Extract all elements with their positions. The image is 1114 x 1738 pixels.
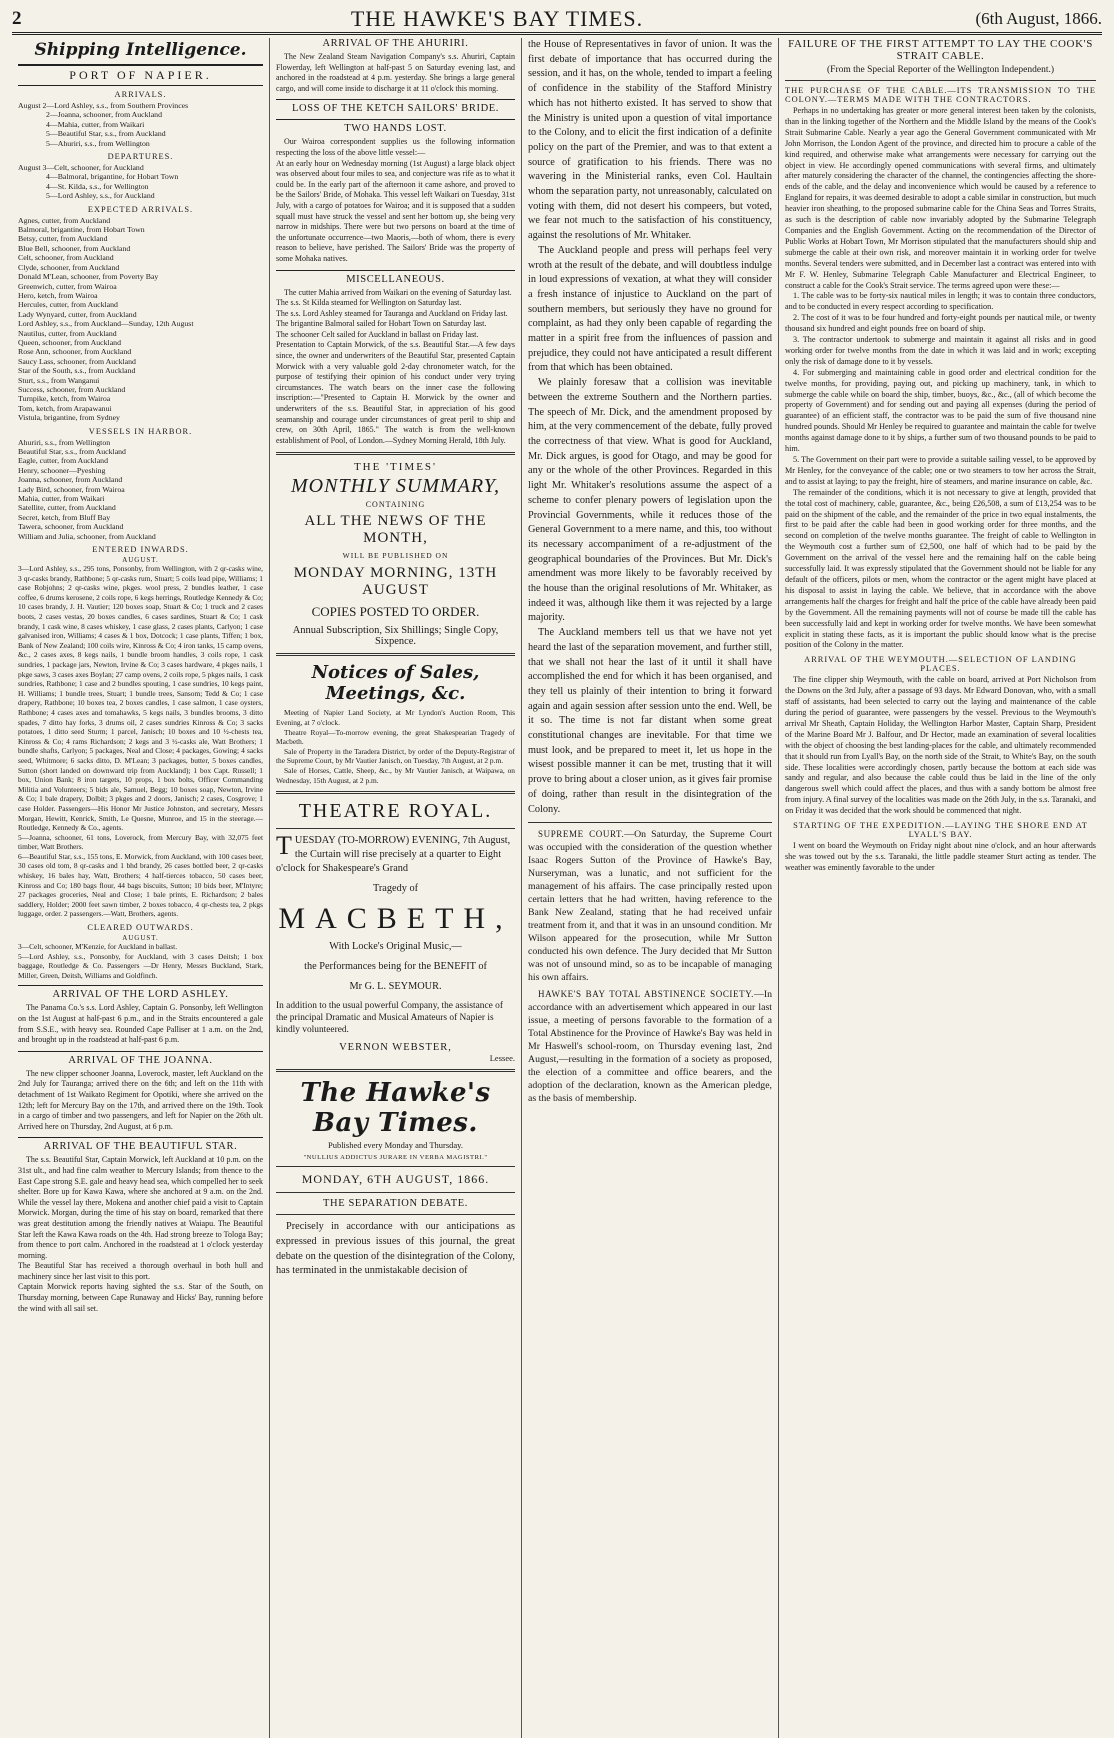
list-item: Saucy Lass, schooner, from Auckland [18,356,136,366]
list-item: August 3—Celt, schooner, for Auckland [18,163,144,173]
list-item: Blue Bell, schooner, from Auckland [18,243,131,253]
divider [785,80,1096,81]
cable-remainder: The remainder of the conditions, which it is not necessary to give at length, provided that the total cost of machinery, cable, guarantee, &c., being £26,508, a sum of £13,254 was to be paid on the shipment of the cable, and the remainder of the price in two equal instalments, the first to be paid after the cable had been in good working order for three months, and the second on completion of the twelve months guarantee. The freight of cable to Wellington in the Weymouth cost a further sum of £2,500, one half of which had to be paid by the Government on the arrival of the vessel here and the remaining half on the cable being successfully laid. It was expressly stipulated that the Government should not be liable for any default of the officers, pilots or men, whom the contractor or the agent might have placed at his disposal to assist in laying the cable. We believe, that in accordance with the above arrangements half the charges for freight and half the price of the cable have already been paid by the Government. All the remaining payments will not of course be made till the cable has been successfully laid and kept in working order for twelve months. We have been somewhat explicit in stating these facts, as it is important the public should know what is the precise position of the Colony in the matter. [785,487,1096,650]
columns [12,38,1102,1738]
published-line: Published every Monday and Thursday. [327,1140,464,1151]
list-item: 4—Balmoral, brigantine, for Hobart Town [46,172,179,182]
list-item: Hero, ketch, from Wairoa [18,290,98,300]
notices-list [276,708,515,785]
list-item: Eagle, cutter, from Auckland [18,456,108,466]
column-2 [270,38,522,1738]
motto: "NULLIUS ADDICTUS JURARE IN VERBA MAGISTRI." [303,1154,488,1162]
divider [276,452,515,455]
entered-heading: ENTERED INWARDS. [92,545,189,555]
list-item: Secret, ketch, from Bluff Bay [18,512,111,522]
list-item: Lord Ashley, s.s., from Auckland—Sunday, 12th August [18,319,194,329]
list-item: Lady Bird, schooner, from Wairoa [18,484,125,494]
list-item: Success, schooner, from Auckland [18,384,126,394]
list-item: 2—Joanna, schooner, from Auckland [46,110,162,120]
list-item: Sale of Property in the Taradera District, by order of the Deputy-Registrar of the Supreme Court, by Mr Vautier Janisch, on Tuesday, 7th August, at 2 p.m. [276,746,515,766]
theatre-text: the Performances being for the BENEFIT of [304,961,487,973]
editorial [528,38,772,817]
newspaper-title: THE HAWKE'S BAY TIMES. [350,6,644,31]
two-hands-text: Our Wairoa correspondent supplies us the following information respecting the loss of the above little vessel:— At an early hour on Wednesday morning (1st August) a large black object was observed about four miles to sea, and conjecture was rife as to what it could be. In the early part of the afternoon it came ashore, and proved to be the Sailors' Bride, of Mohaka. This vessel left Waikari on Tuesday, 31st July, with a cargo of potatoes for Wairoa; and it is supposed that a sudden squall must have struck the vessel and sent her bottom up, she being very narrow in midships. There were but two persons on board at the time of the unfortunate occurrence—two Maoris,—both of whom, there is every reason to believe, have perished. The Sailors' Bride was the property of some Mohaka natives. [276,137,515,263]
beautiful-star-heading: ARRIVAL OF THE BEAUTIFUL STAR. [18,1137,263,1152]
editorial-paragraph: The Auckland members tell us that we have not yet heard the last of the separation movement, and further still, that we shall not hear the last of it until it shall have accomplished the end for which it has been organised, and they tell us plainly of their intention to bring it forward again and again session after session unto the end. Well, be it so. The time is not far distant when some great constitutional changes are inevitable. For that time we must look, and be prepared to meet it, let us hope in the wisest possible manner it can be met, trusting that it will prove to bring about a closer union, as it gives fair promise of doing, rather than result in the disintegration of the Colony. [528,627,772,815]
list-item: Hercules, cutter, from Auckland [18,300,118,310]
list-item: Sturt, s.s., from Wanganui [18,375,100,385]
cable-term: 4. For submerging and maintaining cable in good order and electrical condition for the twelve months, for providing, paying out, and picking up machinery, tank, in which to submerge the cable while on board the ship, timber, buoys, &c., &c., (all of which become the property of Government) and for sending out and paying all expenses (during the period of guarantee) of an efficient staff, the contractor was to be paid the sum of five thousand nine hundred pounds. Should Mr Henley be required to guarantee and maintain the cable for twelve months against damage done to it by ships, a further sum of two thousand pounds to be paid to him. [785,367,1096,454]
joanna-heading: ARRIVAL OF THE JOANNA. [18,1051,263,1066]
theatre-signature [276,1042,515,1063]
column-4 [779,38,1102,1738]
lord-ashley-text: The Panama Co.'s s.s. Lord Ashley, Captain G. Ponsonby, left Wellington on the 1st August at half-past 6 p.m., and in the Straits encountered a gale from S.S.E., with heavy sea. Rounded Cape Palliser at 1 a.m. on the 2nd, and brought up in the roadstead at half-past 6 p.m. [18,1003,263,1045]
theatre-title: THEATRE ROYAL. [298,800,493,823]
nameplate-logo: The Hawke's Bay Times. [300,1078,491,1139]
play-title: MACBETH, [278,902,513,936]
list-item: Henry, schooner—Pyeshing [18,465,106,475]
lord-ashley-heading: ARRIVAL OF THE LORD ASHLEY. [18,985,263,1000]
list-item: 5—Lord Ashley, s.s., for Auckland [46,191,155,201]
editorial-paragraph: The Auckland people and press will perhaps feel very wroth at the result of the debate, and will doubtless indulge in loud expressions of vexation, at what they will consider a fresh instance of injustice to Auckland on the part of southern members, but seriously they have no ground for complaint, as had they only been capable of regarding the matter in a spirit free from the influences of passion and prejudice, they could not have anticipated a result different from that which has been obtained. [528,244,772,374]
weymouth-subhead: ARRIVAL OF THE WEYMOUTH.—SELECTION OF LANDING PLACES. [804,655,1077,674]
cable-term: 1. The cable was to be forty-six nautical miles in length; it was to contain three conductors, and to be conducted in every respect according to specification. [785,291,1096,312]
cleared-outwards-text: 3—Celt, schooner, M'Kenzie, for Auckland in ballast. 5—Lord Ashley, s.s., Ponsonby, for Auckland, with 3 cases Deitsh; 1 box baggage, Routledge & Co. Passengers —Dr Henry, Messrs Buckland, Stark, Miller, Green, Deitsh, Williams and Goldfinch. [18,942,263,980]
cleared-heading: CLEARED OUTWARDS. [87,923,194,933]
arrivals-heading: ARRIVALS. [114,90,167,99]
list-item: Balmoral, brigantine, from Hobart Town [18,225,145,235]
notices-heading: Notices of Sales, Meetings, &c. [311,662,480,705]
cable-term: 3. The contractor undertook to submerge and maintain it against all risks and in good working order for twelve months from the date in which it was laid and in work; excepting only the risk of damage done to it by vessels. [785,335,1096,366]
divider [276,828,515,829]
monthly-line: WILL BE PUBLISHED ON [342,551,449,561]
manager-name: VERNON WEBSTER, [339,1042,452,1054]
list-item: Betsy, cutter, from Auckland [18,234,108,244]
monthly-line: Annual Subscription, Six Shillings; Single Copy, Sixpence. [292,625,499,648]
harbor-list [18,438,263,541]
theatre-text: In addition to the usual powerful Company, the assistance of the principal Dramatic and Musical Amateurs of Napier is kindly volunteered. [276,1001,503,1036]
issue-date: (6th August, 1866. [975,9,1102,28]
cable-heading: FAILURE OF THE FIRST ATTEMPT TO LAY THE COOK'S STRAIT CABLE. [788,38,1093,62]
divider [276,1214,515,1215]
separation-text: Precisely in accordance with our anticipations as expressed in previous issues of this journal, the great debate on the question of the disintegration of the Colony, has terminated in the unmistakable decision of [276,1221,515,1277]
list-item: Nautilus, cutter, from Auckland [18,328,117,338]
misc-text: The cutter Mahia arrived from Waikari on the evening of Saturday last. The s.s. St Kilda steamed for Wellington on Saturday last. The s.s. Lord Ashley steamed for Tauranga and Auckland on Friday last. The brigantine Balmoral sailed for Hobart Town on Saturday last. The schooner Celt sailed for Auckland in ballast on Friday last. Presentation to Captain Morwick, of the s.s. Beautiful Star.—A few days since, the owner and underwriters of the Beautiful Star, presented Captain Morwick with a very valuable gold 2-day chronometer watch, for the purpose of testifying their opinion of his conduct under very trying circumstances. The watch bears on the inner case the following inscription:—"Presented to Captain H. Morwick by the owner and underwriters of the s.s. Beautiful Star, in appreciation of his good seamanship and courage under circumstances of great peril to ship and crew, on 30th April, 1865." The watch is from the well-known establishment of Pool, of London.—Sydney Morning Herald, 18th July. [276,287,515,445]
list-item: Mahia, cutter, from Waikari [18,494,105,504]
list-item: Beautiful Star, s.s., from Auckland [18,447,126,456]
port-title: PORT OF NAPIER. [18,64,263,86]
list-item: Clyde, schooner, from Auckland [18,262,120,272]
theatre-text: UESDAY (TO-MORROW) EVENING, 7th August, the Curtain will rise precisely at a quarter to Eight o'clock for Shakespeare's Grand [276,835,511,875]
starting-subhead: STARTING OF THE EXPEDITION.—LAYING THE SHORE END AT LYALL'S BAY. [793,821,1088,840]
misc-heading: MISCELLANEOUS. [276,270,515,285]
list-item: Agnes, cutter, from Auckland [18,215,111,225]
divider [276,653,515,656]
list-item: Celt, schooner, from Auckland [18,253,114,263]
list-item: Star of the South, s.s., from Auckland [18,366,136,376]
dateline: MONDAY, 6TH AUGUST, 1866. [301,1172,490,1187]
column-3 [522,38,779,1738]
editorial-paragraph: We plainly foresaw that a collision was inevitable between the extreme Southern and the Northern parties. The speech of Mr. Dick, and the amendment proposed by him, at the very commencement of the debate, fully proved the correctness of that view. What is good for Auckland, Mr. Dick argues, is good for Otago, and may be good for any or the whole of the other Provinces. Regarded in this light Mr. Whitaker's resolutions assume the aspect of a scheme to confer plenary powers of legislation upon the Provincial Governments, while it reduces those of the General Government to a mere name, and this, too without its necessary accompaniment of a re-adjustment of the geographical boundaries of the Provinces. But Mr. Dick's amendment was more likely to be favorably received by the house than the original resolutions of Mr. Whitaker, as indeed it was, although like them it was rejected by a large majority. [528,377,772,624]
cable-term: 5. The Government on their part were to provide a suitable sailing vessel, to be approved by Mr Henley, for the conveyance of the cable; one or two steamers to tow her across the Strait, and to assist at laying; to pay the freight, hire of steamers, and marine insurance on cable, &c. [785,455,1096,486]
divider [276,791,515,794]
departures-list [18,163,263,201]
monthly-summary-ad [276,461,515,647]
list-item: Tom, ketch, from Arapawanui [18,403,112,413]
monthly-line: COPIES POSTED TO ORDER. [311,604,480,620]
cleared-month: AUGUST. [122,934,159,943]
expected-heading: EXPECTED ARRIVALS. [87,204,194,214]
list-item: August 2—Lord Ashley, s.s., from Southern Provinces [18,101,189,110]
list-item: 5—Ahuriri, s.s., from Wellington [46,138,150,148]
divider [276,1069,515,1072]
joanna-text: The new clipper schooner Joanna, Loverock, master, left Auckland on the 2nd July for Tauranga; arrived there on the 6th; and left on the 11th with detachment of 1st Waikato Regiment for Opotiki, where she arrived on the 12th; left for Mercury Bay on the 17th, and arrived there on the 19th. Took in a cargo of timber and two passengers, and left for Napier on the 26th ult. Arrived here on Thursday, 2nd August, at 6 p.m. [18,1068,263,1131]
departures-heading: DEPARTURES. [107,152,174,162]
column-1 [12,38,270,1738]
lessee-label: Lessee. [489,1053,515,1064]
list-item: William and Julia, schooner, from Auckland [18,531,156,541]
arrivals-list [18,101,263,148]
divider [528,822,772,823]
monthly-line: CONTAINING [365,500,426,510]
entered-inwards-text: 3—Lord Ashley, s.s., 295 tons, Ponsonby, from Wellington, with 2 qr-casks wine, 3 qr-casks brandy, Rathbone; 5 qr-casks rum, Stuart; 5 coils lead pipe, Williams; 1 case Robjohns; 2 qr-casks wine, pkges. wool press, 2 bundles leather, 1 case coffee, 6 drums kerosene, 2 coils rope, 6 kegs herrings, Routledge Kennedy & Co; 10 cases brandy, J. H. Vautier; 120 boxes soap, Stuart & Co; 1 truck and 2 cases boots, 2 cases vestas, 20 boxes candles, 6 cases sardines, Stuart & Co; 1 cask brandy, 1 cask wine, 8 cases whiskey, 1 case glass, 2 cases plants, Carlyon; 1 case galvanised iron, Williams; 4 cases & 1 box, Dotcock; 1 case plants, Tiffen; 1 box, Bank of New Zealand; 100 coils wire, Kinross & Co; 4 iron tanks, 15 camp ovens, &c., 2 cases axes, 8 kegs nails, 1 bundle broom handles, 3 coils rope, 1 cask sundries, 1 package jars, Newton, Irvine & Co; 3 cases hardware, 4 pkges nails, 1 pkge saws, 3 cases axes Boylan; 27 camp ovens, 2 coils rope, 5 pkges nails, 1 cask sundries, Rathbone; 1 case and 2 bundles spouting, 1 case sundries, 10 kegs paint, H. Williams; 1 bundle trees, Stuart; 1 bundle trees, Sansom; Tedd & Co; 1 case drapery, Rathbone; 10 boxes tea, 2 boxes candles, 1 case salmon, 1 case oysters, Rathbone; 4 cases axes and tomahawks, 5 kegs nails, 3 bundles brooms, 3 ditto spades, 7 ditto hay forks, 3 drums oil, 2 cases sundries Kinross & Co; 3 sacks potatoes, 1 ditto seed Sturm; 1 parcel, Janisch; 10 boxes and 10 ½-chests tea, Kinross & Co; 4 rams Richardson; 2 kegs and 3 ½-casks ale, Watt Brothers; 1 bundle shafts, Carlyon; 5 packages, Neal and Close; 4 packages, Gowing; 4 sacks seed, Whitmore; 6 sacks ditto, D. M'Lean; 3 packages, butter, 5 boxes candles, Sutton (short landed on downward trip from Auckland); 1 box Capt. Russell; 1 box, Union Bank; 8 iron targets, 10 props, 1 box bolts, Officer Commanding Militia and Volunteers; 5 bids ale, Samuel, Begg; 10 boxes soap, Newton, Irvine & Co; 1 bale drapery, Dolbit; 3 pkges and 2 doors, Janisch; 2 cases, Cosgrove; 1 case Holder. Passengers—His Honor Mr Justice Johnston, and secretary, Messrs Morgan, Hewitt, Kenrick, Smith, Le Quesne, Munroe, and 15 in the steerage.—Routledge, Kennedy & Co., agents. 5—Joanna, schooner, 61 tons, Loverock, from Mercury Bay, with 32,075 feet timber, Watt Brothers. 6—Beautiful Star, s.s., 155 tons, E. Morwick, from Auckland, with 100 cases beer, 30 cases old tom, 8 qr-casks and 1 bhd brandy, 26 cases bottled beer, 2 qr-casks whiskey, 16 bales hay, Watt, Brothers; 4 half-tierces tobacco, 50 cases beer, Kinross and Co; 180 bags flour, 44 bags biscuits, Sutton; 10 bids beer, M'Intyre; 27 packages groceries, Neal and Close; 1 bale prints, E. Richardson; 2 bales saddlery, Holder; 2000 feet sawn timber, 2 boxes tobacco, 4 qr-chests tea, 2 pkgs luggage, order. 2 passengers.—Watt, Brothers, agents. [18,564,263,919]
cable-deck: (From the Special Reporter of the Wellington Independent.) [827,65,1054,75]
list-item: Joanna, schooner, from Auckland [18,475,123,485]
monthly-line: THE 'TIMES' [353,461,438,474]
list-item: Greenwich, cutter, from Wairoa [18,281,117,291]
harbor-heading: VESSELS IN HARBOR. [88,426,193,436]
theatre-ad [276,800,515,1063]
supreme-court-text: —On Saturday, the Supreme Court was occupied with the consideration of the question whether Isaac Rogers Sutton of the Province of Hawke's Bay, Nurseryman, was a lunatic, and not sufficient for the management of his affairs. The case principally rested upon certain letters that he had written, having reference to the Bank New Zealand, stating that he had received unfair treatment from it, and that it was in an unsound condition. Mr Wilson appeared for the prosecution, while Mr Sutton conducted his own defence. The Jury decided that Mr Sutton was not of unsound mind, so as to be incapable of managing his own affairs. [528,829,772,984]
entered-month: AUGUST. [122,556,159,565]
cable-term: 2. The cost of it was to be four hundred and forty-eight pounds per nautical mile, or twenty thousand six hundred and eight pounds free on board of ship. [785,313,1096,334]
monthly-title: MONTHLY SUMMARY, [291,475,500,498]
monthly-line: ALL THE NEWS OF THE MONTH, [304,513,487,547]
masthead [12,6,1102,35]
loss-heading: LOSS OF THE KETCH SAILORS' BRIDE. [276,99,515,114]
list-item: Sale of Horses, Cattle, Sheep, &c., by Mr Vautier Janisch, at Waipawa, on Wednesday, 15th August, at 2 p.m. [276,765,515,785]
starting-text: I went on board the Weymouth on Friday night about nine o'clock, and an hour afterwards she was towed out by the s.s. Taranaki, the little paddle steamer Sturt acting as tender. The weather was eminently favorable to the under [785,841,1096,872]
beautiful-star-text: The s.s. Beautiful Star, Captain Morwick, left Auckland at 10 p.m. on the 31st ult., and had fine calm weather to Mercury Islands; from thence to the East Cape strong S.E. gale and heavy head sea, which compelled her to seek shelter. Bore up for Kawa Kawa, where she anchored at 9 a.m. on the 2nd. While the vessel lay there, Mokena and another chief paid a visit to Captain Morwick. Morgan, during the time of his stay on board, remarked that there was great destitution among the friendly natives at Waiapu. The Beautiful Star left the Kawa Kawa roads on the 4th. Had strong breeze to Tologa Bay; from thence to port calm. Anchored in the roadstead at 1 o'clock yesterday morning. The Beautiful Star has received a thorough overhaul in both hull and machinery since her last visit to this port. Captain Morwick reports having sighted the s.s. Star of the South, on Thursday morning, between Cape Runaway and Hicks' Bay, running before the wind with all sail set. [18,1155,263,1313]
section-title: Shipping Intelligence. [34,40,247,60]
cable-intro: Perhaps in no undertaking has greater or more general interest been taken by the colonists, than in the linking together of the Northern and the Middle Island by the means of the Cook's Strait Submarine Cable. Nearly a year ago the General Government communicated with Mr John Morrison, the London Agent of the province, and directed him to procure a cable of the kind required, and otherwise make what arrangements were necessary for carrying out the object in view. He accordingly opened communications with several firms, and ultimately after maturely considering the character of the channel, the contingencies affecting the shore-ends of the cable, and the delay and inconvenience which would be caused by a reference to England for repairs, it was deemed desirable to adopt a cable similar in construction, but much heavier iron sheathing, to the proposed submarine cable for the China Seas and Torres Straits, as such is the description of cable now invariably adopted by the Submarine Telegraph Companies and the English Government. Acting on the recommendation of the Director of Public Works at Hobart Town, Mr Morrison stipulated that the manufacturers should ship and submerge the cable at their own risk, and moreover maintain it in working order for twelve months. Several tenders were submitted, and in December last a contract was entered into with Mr F. W. Henley, Submarine Telegraph Cable Manufacturer and Electrical Engineer, to construct a cable for the Cook's Strait service. The terms agreed upon were these:— [785,106,1096,290]
abstinence-lead: HAWKE'S BAY TOTAL ABSTINENCE SOCIETY. [538,989,755,1000]
dropcap: T [276,831,292,861]
list-item: Rose Ann, schooner, from Auckland [18,347,132,357]
editorial-paragraph: the House of Representatives in favor of union. It was the first debate of importance that has occurred during the session, and it has, on the whole, tended to impart a feeling of confidence in the stability of the Stafford Ministry which has not hitherto existed. It has served to show that the Ministry is united upon a question of vital importance to the Colony, and to elicit the first indication of a definite policy on the part of the Premier, and was to that extent a source of gratification to his friends. There was no wavering in the Ministerial ranks, even Col. Haultain whom the separation party, not unreasonably, calculated on voting with them, did not desert his compeers, but voted, we fear not much to the satisfaction of his constituency, against the resolutions of Mr. Whitaker. [528,39,772,242]
list-item: Meeting of Napier Land Society, at Mr Lyndon's Auction Room, This Evening, at 7 o'clock. [276,708,515,727]
cable-subhead: THE PURCHASE OF THE CABLE.—ITS TRANSMISSION TO THE COLONY.—TERMS MADE WITH THE CONTRACTORS. [785,86,1096,104]
list-item: Queen, schooner, from Auckland [18,337,121,347]
theatre-text: With Locke's Original Music,— [329,941,462,953]
divider [276,1192,515,1193]
theatre-text: Mr G. L. SEYMOUR. [349,981,442,993]
ahuriri-heading: ARRIVAL OF THE AHURIRI. [322,38,469,49]
list-item: Donald M'Lean, schooner, from Poverty Bay [18,272,159,282]
list-item: 5—Beautiful Star, s.s., from Auckland [46,129,166,139]
theatre-text: Tragedy of [372,883,419,895]
list-item: Lady Wynyard, cutter, from Auckland [18,309,137,319]
list-item: Vistula, brigantine, from Sydney [18,413,120,423]
abstinence-text: —In accordance with an advertisement which appeared in our last issue, a meeting of persons favorable to the formation of a Total Abstinence for the Province of Hawke's Bay was held in Mr Haswell's school-room, on Thursday evening last, 2nd August,—resulting in the formation of a society as proposed, the election of a committee and office bearers, and the adoption of the declaration, known as the American pledge, as the basis of membership. [528,989,772,1105]
list-item: Satellite, cutter, from Auckland [18,503,116,513]
divider [276,1166,515,1167]
list-item: 4—St. Kilda, s.s., for Wellington [46,181,149,191]
page-number: 2 [12,8,22,29]
weymouth-text: The fine clipper ship Weymouth, with the cable on board, arrived at Port Nicholson from the Downs on the 3rd July, after a passage of 93 days. Mr Edward Donovan, who, with a small staff of assistants, had been selected to carry out the laying and maintenance of the cable during the period of guarantee, were passengers by the vessel. Previous to the Weymouth's arrival Mr Sheath, Captain Holiday, the Wellington Harbor Master, Captain Sharp, President of the Marine Board Mr J. Balfour, and Dr Hector, made an examination of several localities with the object of choosing the best landing-places for the cable, and ultimately recommended that it should run from Lyall's Bay, on the north side of the Strait, to White's Bay, on the south side. These localities were accordingly chosen, partly because the bottom at each side was sandy and regular, and also because the cable could thus be laid in the line of the only dangerous swell which could affect the places, and thus with a sandy bottom be almost free from injury. A final survey of the localities was made on the 26th July, in the s.s. Taranaki, and on Friday it was decided that the work should be commenced that night. [785,675,1096,816]
list-item: 4—Mahia, cutter, from Waikari [46,119,145,129]
list-item: Turnpike, ketch, from Wairoa [18,394,111,404]
list-item: Tawera, schooner, from Auckland [18,522,124,532]
expected-list [18,216,263,423]
separation-heading: THE SEPARATION DEBATE. [323,1198,468,1210]
supreme-court-lead: SUPREME COURT. [538,829,625,840]
two-hands-heading: TWO HANDS LOST. [276,119,515,134]
list-item: Theatre Royal—To-morrow evening, the great Shakespearian Tragedy of Macbeth. [276,727,515,747]
ahuriri-text: The New Zealand Steam Navigation Company's s.s. Ahuriri, Captain Flowerday, left Wellington at half-past 5 on Saturday evening last, and anchored in the roadstead at 4 p.m. yesterday. She brings a large general cargo, and will come inside to discharge it at 11 o'clock this morning. [276,52,515,93]
list-item: Ahuriri, s.s., from Wellington [18,437,111,447]
monthly-line: MONDAY MORNING, 13TH AUGUST [293,565,498,599]
